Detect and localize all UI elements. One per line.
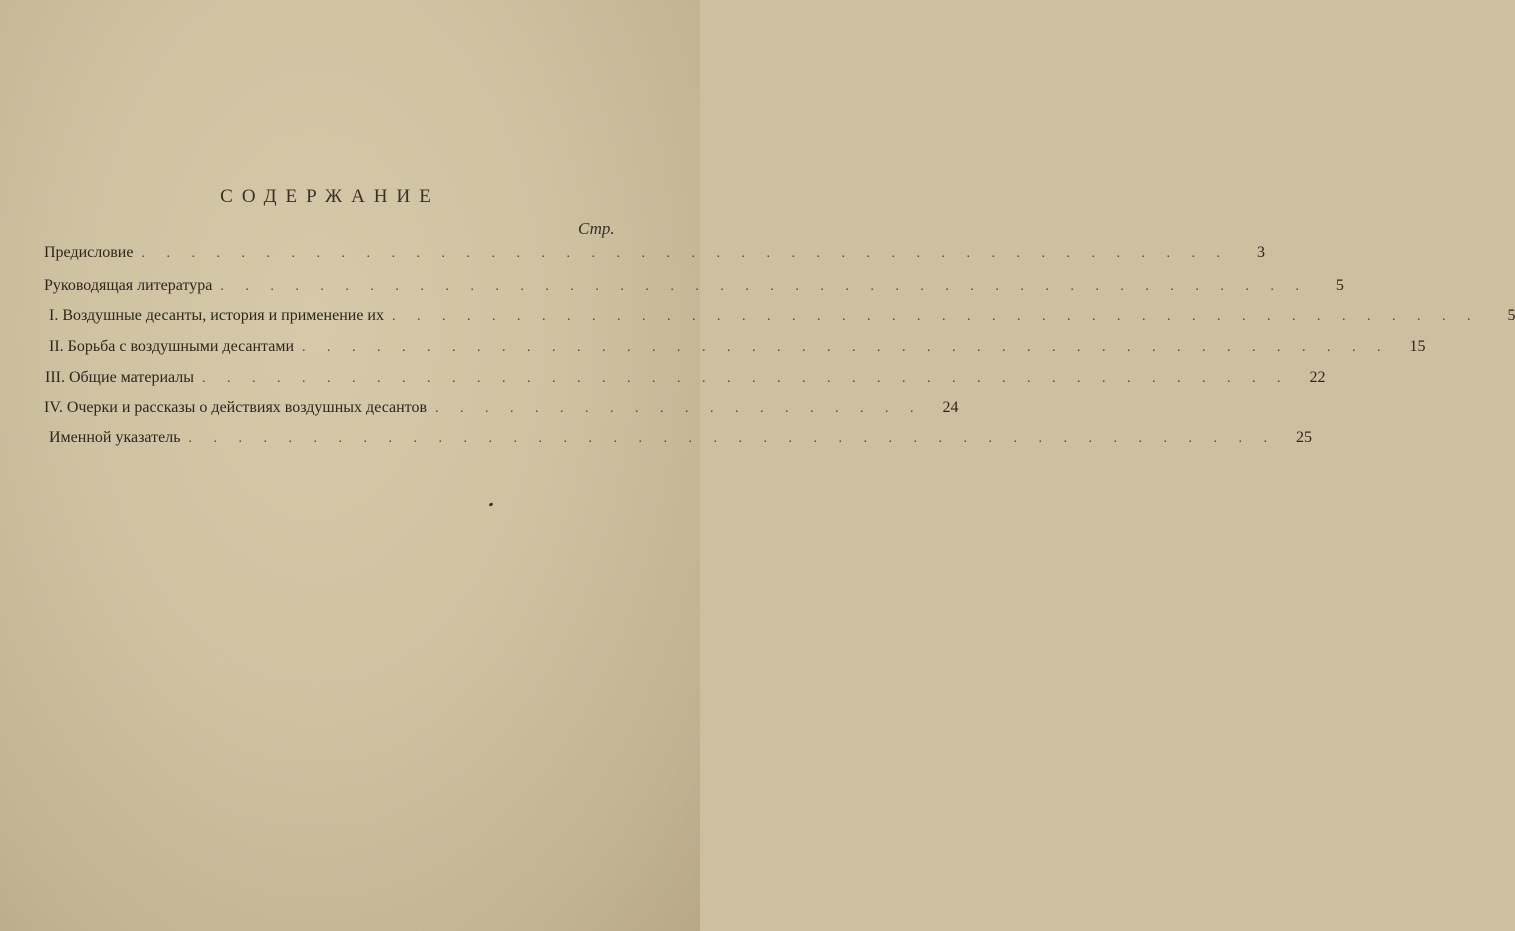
toc-entry-section-1 xyxy=(49,307,1515,331)
toc-entry-label: Руководящая литература xyxy=(44,277,213,294)
toc-entry-name-index xyxy=(49,429,1312,453)
paper-speck xyxy=(489,502,494,507)
toc-entry-section-4 xyxy=(44,399,959,423)
toc-entry-page: 24 xyxy=(942,399,959,416)
toc-entry-page: 22 xyxy=(1309,369,1326,386)
toc-entry-page: 15 xyxy=(1409,338,1426,355)
leader-dots: . . . . . . . . . . . . . . . . . . . . . . . . . . . . . . . . . . . . . . . . . . . . xyxy=(220,279,1308,294)
page-column-header: Стр. xyxy=(578,219,615,238)
toc-entry-label: III. Общие материалы xyxy=(45,369,194,386)
leader-dots: . . . . . . . . . . . . . . . . . . . . . . . . . . . . . . . . . . . . . . . . . . . . xyxy=(302,340,1390,355)
toc-entry-page: 5 xyxy=(1335,277,1344,294)
toc-entry-page: 3 xyxy=(1256,244,1265,261)
leader-dots: . . . . . . . . . . . . . . . . . . . . . . . . . . . . . . . . . . . . . . . . . . . . xyxy=(391,309,1480,324)
leader-dots: . . . . . . . . . . . . . . . . . . . . . . . . . . . . . . . . . . . . . . . . . . . . xyxy=(141,246,1229,261)
leader-dots: . . . . . . . . . . . . . . . . . . . . . . . . . . . . . . . . . . . . . . . . . . . . xyxy=(188,431,1276,446)
toc-entry-section-3 xyxy=(45,369,1326,393)
toc-entry-label: Предисловие xyxy=(44,244,134,261)
toc-entry-section-2 xyxy=(49,338,1426,362)
toc-entry-label: IV. Очерки и рассказы о действиях воздушных десантов xyxy=(44,399,427,416)
toc-entry-page: 25 xyxy=(1295,429,1312,446)
toc-title: СОДЕРЖАНИЕ xyxy=(220,186,440,207)
toc-entry-label: I. Воздушные десанты, история и применение их xyxy=(49,307,384,324)
toc-entry-label: II. Борьба с воздушными десантами xyxy=(49,338,294,355)
toc-entry-guiding-literature xyxy=(44,277,1344,301)
toc-entry-label: Именной указатель xyxy=(49,429,181,446)
leader-dots: . . . . . . . . . . . . . . . . . . . . . . . . . . . . . . . . . . . . . . . . . . . . xyxy=(202,371,1290,386)
toc-entry-preface xyxy=(44,244,1265,268)
leader-dots: . . . . . . . . . . . . . . . . . . . . xyxy=(435,401,923,416)
toc-entry-page: 5 xyxy=(1507,307,1515,324)
